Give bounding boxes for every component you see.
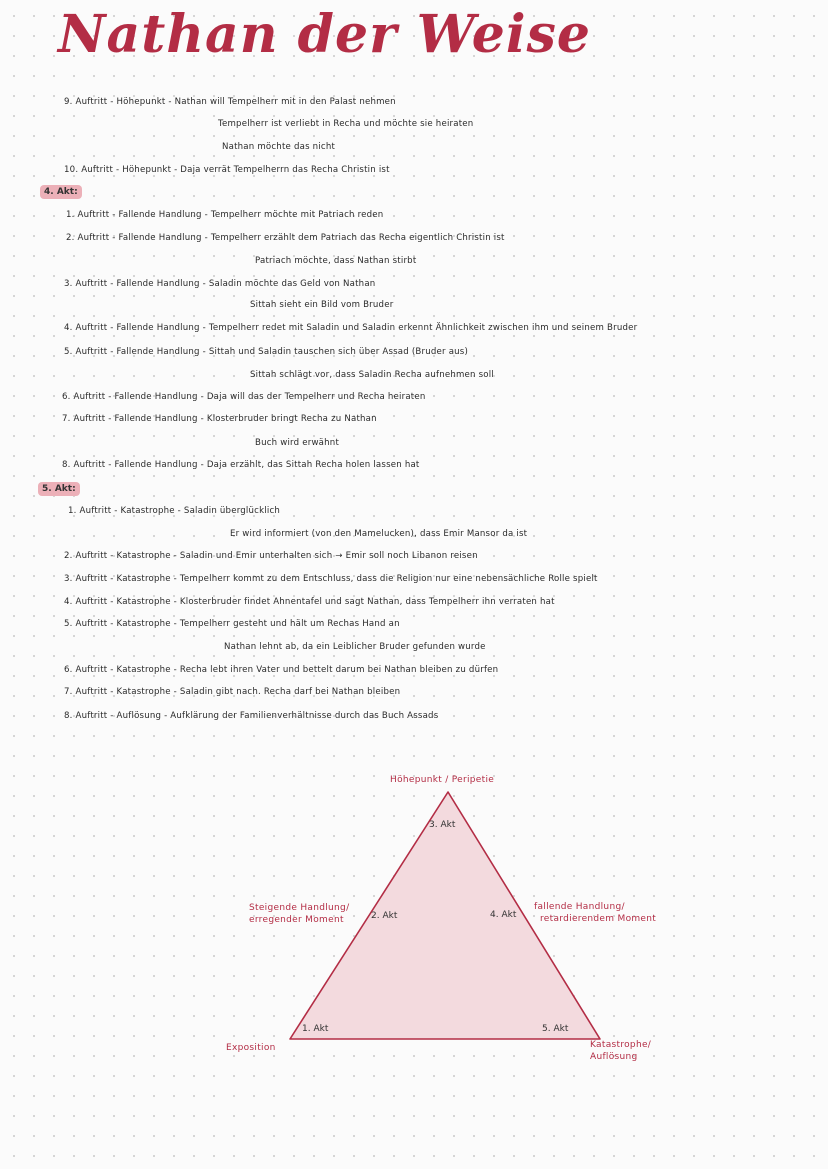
- act4-line-4: 4. Auftritt - Fallende Handlung - Tempelherr redet mit Saladin und Saladin erkennt Ähnlichkeit zwischen ihm und seinem Bruder: [64, 323, 638, 333]
- label-act-1: 1. Akt: [302, 1024, 329, 1034]
- act5-line-2: 2. Auftritt - Katastrophe - Saladin und Emir unterhalten sich → Emir soll noch Libanon reisen: [64, 551, 478, 561]
- label-exposition: Exposition: [226, 1043, 276, 1053]
- act4-line-3-cont: Sittah sieht ein Bild vom Bruder: [250, 300, 394, 310]
- page-title: Nathan der Weise: [58, 4, 591, 65]
- label-act-2: 2. Akt: [371, 911, 398, 921]
- act3-line-9-cont1: Tempelherr ist verliebt in Recha und möchte sie heiraten: [218, 119, 474, 129]
- act5-heading: 5. Akt:: [38, 482, 80, 496]
- act4-line-2: 2. Auftritt - Fallende Handlung - Tempelherr erzählt dem Patriach das Recha eigentlich Christin ist: [66, 233, 505, 243]
- act3-line-10: 10. Auftritt - Höhepunkt - Daja verrät Tempelherrn das Recha Christin ist: [64, 165, 390, 175]
- act4-line-3: 3. Auftritt - Fallende Handlung - Saladin möchte das Geld von Nathan: [64, 279, 376, 289]
- label-rising-2: erregender Moment: [249, 915, 344, 925]
- label-falling-1: fallende Handlung/: [534, 902, 625, 912]
- label-act-5: 5. Akt: [542, 1024, 569, 1034]
- act5-line-6: 6. Auftritt - Katastrophe - Recha lebt ihren Vater und bettelt darum bei Nathan bleiben zu dürfen: [64, 665, 499, 675]
- act4-line-7-cont: Buch wird erwähnt: [255, 438, 340, 448]
- act5-line-5-cont: Nathan lehnt ab, da ein Leiblicher Bruder gefunden wurde: [224, 642, 486, 652]
- act3-line-9: 9. Auftritt - Höhepunkt - Nathan will Tempelherr mit in den Palast nehmen: [64, 97, 396, 107]
- label-act-3: 3. Akt: [429, 820, 456, 830]
- act4-line-8: 8. Auftritt - Fallende Handlung - Daja erzählt, das Sittah Recha holen lassen hat: [62, 460, 420, 470]
- act5-line-1-cont: Er wird informiert (von den Mamelucken), dass Emir Mansor da ist: [230, 529, 528, 539]
- label-catastrophe-1: Katastrophe/: [590, 1040, 652, 1050]
- act5-line-4: 4. Auftritt - Katastrophe - Klosterbruder findet Ahnentafel und sagt Nathan, dass Tempelherr ihn verraten hat: [64, 597, 555, 607]
- label-rising-1: Steigende Handlung/: [249, 903, 350, 913]
- label-falling-2: retardierendem Moment: [540, 914, 657, 924]
- act5-line-3: 3. Auftritt - Katastrophe - Tempelherr kommt zu dem Entschluss, dass die Religion nur eine nebensächliche Rolle spielt: [64, 574, 598, 584]
- act4-heading: 4. Akt:: [40, 185, 82, 199]
- label-climax: Höhepunkt / Peripetie: [390, 775, 495, 785]
- act4-line-2-cont: Patriach möchte, dass Nathan stirbt: [255, 256, 417, 266]
- label-act-4: 4. Akt: [490, 910, 517, 920]
- label-catastrophe-2: Auflösung: [590, 1052, 638, 1062]
- act5-line-5: 5. Auftritt - Katastrophe - Tempelherr gesteht und hält um Rechas Hand an: [64, 619, 400, 629]
- act4-line-7: 7. Auftritt - Fallende Handlung - Klosterbruder bringt Recha zu Nathan: [62, 414, 377, 424]
- act4-line-6: 6. Auftritt - Fallende Handlung - Daja will das der Tempelherr und Recha heiraten: [62, 392, 426, 402]
- act3-line-9-cont2: Nathan möchte das nicht: [222, 142, 336, 152]
- act4-line-5-cont: Sittah schlägt vor, dass Saladin Recha aufnehmen soll: [250, 370, 494, 380]
- act5-line-1: 1. Auftritt - Katastrophe - Saladin überglücklich: [68, 506, 281, 516]
- act4-line-1: 1. Auftritt - Fallende Handlung - Tempelherr möchte mit Patriach reden: [66, 210, 384, 220]
- act5-line-7: 7. Auftritt - Katastrophe - Saladin gibt nach. Recha darf bei Nathan bleiben: [64, 687, 401, 697]
- act5-line-8: 8. Auftritt - Auflösung - Aufklärung der Familienverhältnisse durch das Buch Assads: [64, 711, 439, 721]
- act4-line-5: 5. Auftritt - Fallende Handlung - Sittah und Saladin tauschen sich über Assad (Bruder aus): [64, 347, 469, 357]
